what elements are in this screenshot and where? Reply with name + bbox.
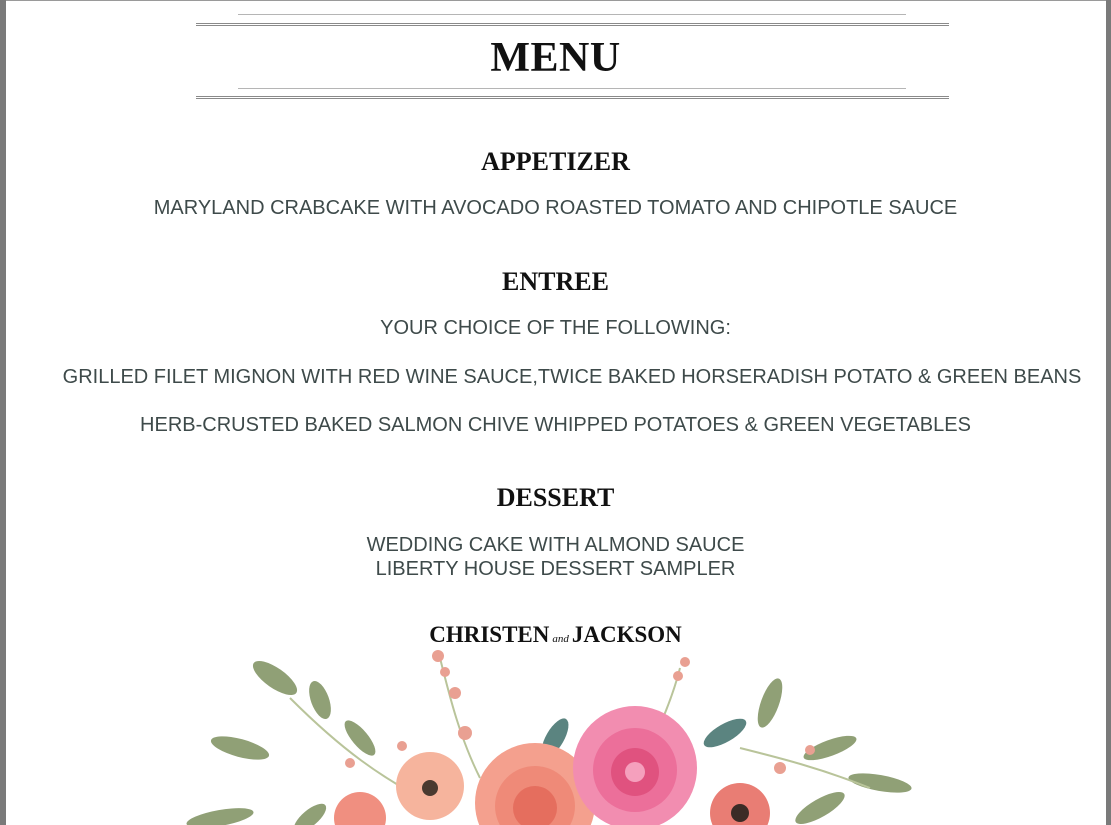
entree-intro: YOUR CHOICE OF THE FOLLOWING: <box>380 317 731 339</box>
title-rule-top-double <box>196 23 949 26</box>
title-rule-top-thin <box>238 14 906 15</box>
right-flower <box>710 783 770 825</box>
couple-and: and <box>552 633 569 645</box>
pink-rose <box>573 706 697 825</box>
entree-option-filet: GRILLED FILET MIGNON WITH RED WINE SAUCE,TWICE BAKED HORSERADISH POTATO & GREEN BEANS <box>62 366 1082 388</box>
floral-decoration <box>180 638 940 825</box>
document-right-border <box>1106 0 1111 825</box>
appetizer-heading: APPETIZER <box>481 147 630 176</box>
menu-title: MENU <box>490 35 621 81</box>
title-rule-bottom-thin <box>238 88 906 89</box>
dessert-heading: DESSERT <box>496 483 615 512</box>
document-top-border <box>0 0 1111 1</box>
title-rule-bottom-double <box>196 96 949 99</box>
couple-name-2: JACKSON <box>571 622 682 647</box>
document-left-border <box>0 0 6 825</box>
dessert-item-sampler: LIBERTY HOUSE DESSERT SAMPLER <box>375 558 736 580</box>
couple-name-1: CHRISTEN <box>429 622 550 647</box>
entree-option-salmon: HERB-CRUSTED BAKED SALMON CHIVE WHIPPED POTATOES & GREEN VEGETABLES <box>140 414 971 436</box>
dessert-item-cake: WEDDING CAKE WITH ALMOND SAUCE <box>366 534 745 556</box>
entree-heading: ENTREE <box>502 267 609 296</box>
appetizer-item: MARYLAND CRABCAKE WITH AVOCADO ROASTED TOMATO AND CHIPOTLE SAUCE <box>153 197 958 219</box>
